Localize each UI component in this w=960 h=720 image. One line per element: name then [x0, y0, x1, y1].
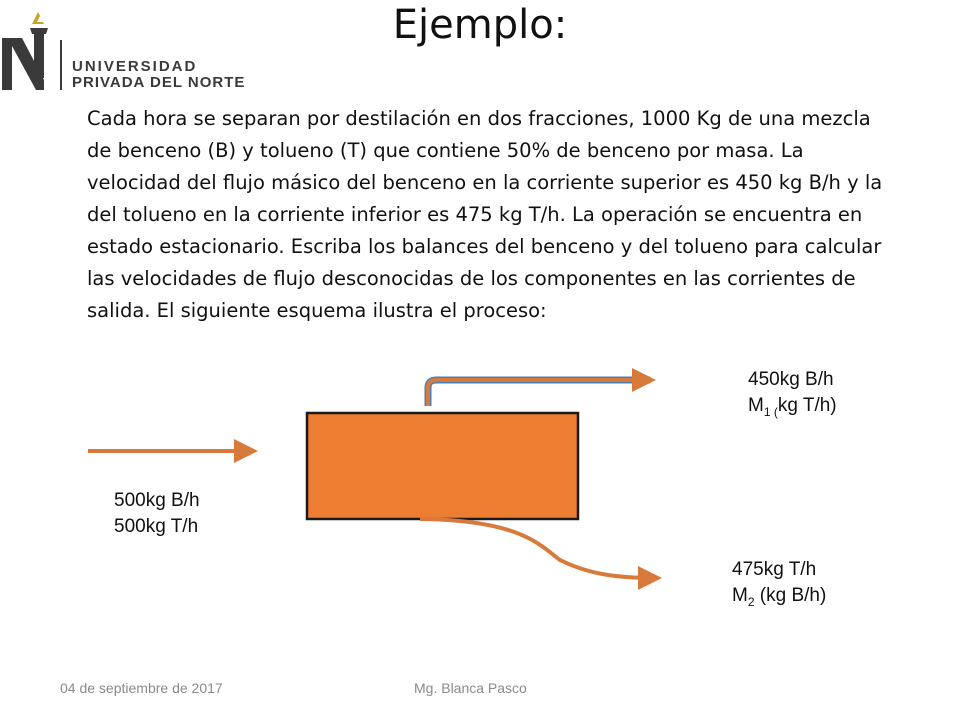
slide-title: Ejemplo: — [392, 2, 568, 48]
top-stream-label-toluene — [748, 393, 837, 425]
feed-label-toluene: 500kg T/h — [114, 516, 199, 537]
m2-units: (kg B/h) — [754, 585, 827, 606]
top-stream-arrow — [428, 380, 650, 406]
m1-symbol: M — [748, 395, 764, 416]
problem-statement: Cada hora se separan por destilación en dos fracciones, 1000 Kg de una mezcla de benceno (B) y tolueno (T) que contiene 50% de benceno por masa. La velocidad del flujo másico del benceno en la corriente superior es 450 kg B/h y la del tolueno en la corriente inferior es 475 kg T/h. La operación se encuentra en estado estacionario. Escriba los balances del benceno y del tolueno para calcular las velocidades de flujo desconocidas de los componentes en las corrientes de salida. El siguiente esquema ilustra el proceso: — [87, 107, 883, 322]
footer-date: 04 de septiembre de 2017 — [60, 680, 223, 696]
distillation-column — [307, 413, 578, 519]
logo-text-universidad: UNIVERSIDAD — [72, 58, 198, 75]
m2-symbol: M — [732, 585, 748, 606]
m1-subscript: 1 ( — [763, 404, 778, 419]
top-stream-pipe-outline — [428, 380, 650, 406]
top-stream-label — [748, 367, 837, 425]
top-stream-label-benzene: 450kg B/h — [748, 369, 834, 390]
bottom-stream-label-benzene — [732, 583, 826, 615]
m1-units: kg T/h) — [777, 395, 837, 416]
bottom-stream-label — [732, 557, 826, 615]
logo-text-privada-del-norte: PRIVADA DEL NORTE — [72, 74, 246, 91]
m2-subscript: 2 — [747, 594, 755, 609]
bottom-stream-arrow — [420, 519, 656, 578]
footer-author: Mg. Blanca Pasco — [414, 680, 527, 696]
feed-label-benzene: 500kg B/h — [114, 490, 200, 511]
bottom-stream-label-toluene: 475kg T/h — [732, 559, 817, 580]
feed-label — [114, 488, 200, 540]
